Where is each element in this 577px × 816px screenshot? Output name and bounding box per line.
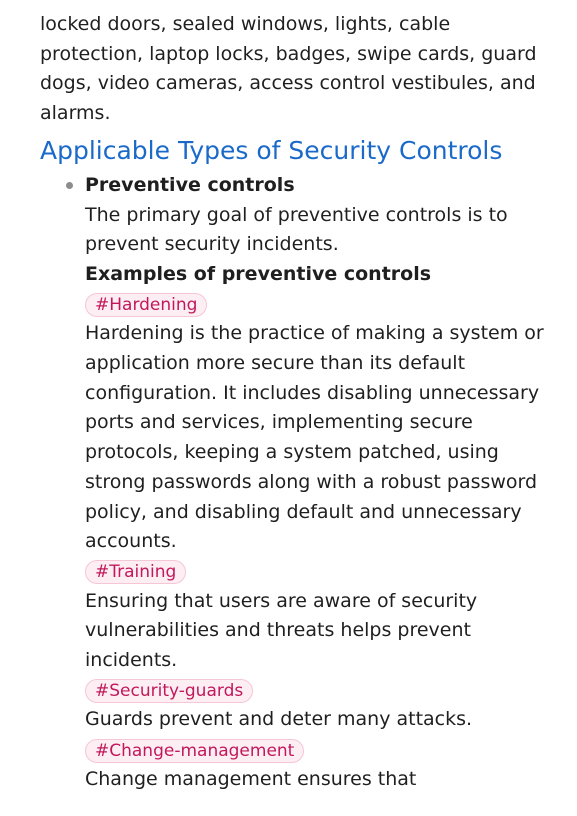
bullet-icon (66, 182, 73, 189)
tag-row-change-management (85, 735, 557, 765)
control-description: The primary goal of preventive controls is to prevent security incidents. (85, 203, 508, 256)
list-item-preventive-controls (40, 171, 557, 795)
controls-list (40, 171, 557, 795)
section-heading: Applicable Types of Security Controls (40, 135, 503, 165)
example-text-hardening: Hardening is the practice of making a system or application more secure than its default configuration. It includes disabling unnecessary ports and services, implementing secure protocols, keeping a system patched, using strong passwords along with a robust password policy, and disabling default and unnecessary accounts. (85, 322, 544, 553)
example-text-security-guards: Guards prevent and deter many attacks. (85, 708, 473, 731)
tag-security-guards[interactable]: #Security-guards (85, 679, 253, 703)
control-title: Preventive controls (85, 173, 295, 196)
tag-hardening[interactable]: #Hardening (85, 293, 207, 317)
intro-paragraph: locked doors, sealed windows, lights, cable protection, laptop locks, badges, swipe cards, guard dogs, video cameras, access control vestibules, and alarms. (40, 13, 537, 125)
example-text-training: Ensuring that users are aware of security vulnerabilities and threats helps prevent incidents. (85, 589, 478, 672)
tag-training[interactable]: #Training (85, 560, 186, 584)
example-text-change-management: Change management ensures that (85, 767, 417, 790)
tag-row-security-guards (85, 676, 557, 706)
tag-row-training (85, 557, 557, 587)
tag-change-management[interactable]: #Change-management (85, 739, 304, 763)
tag-row-hardening (85, 290, 557, 320)
examples-heading: Examples of preventive controls (85, 262, 432, 285)
